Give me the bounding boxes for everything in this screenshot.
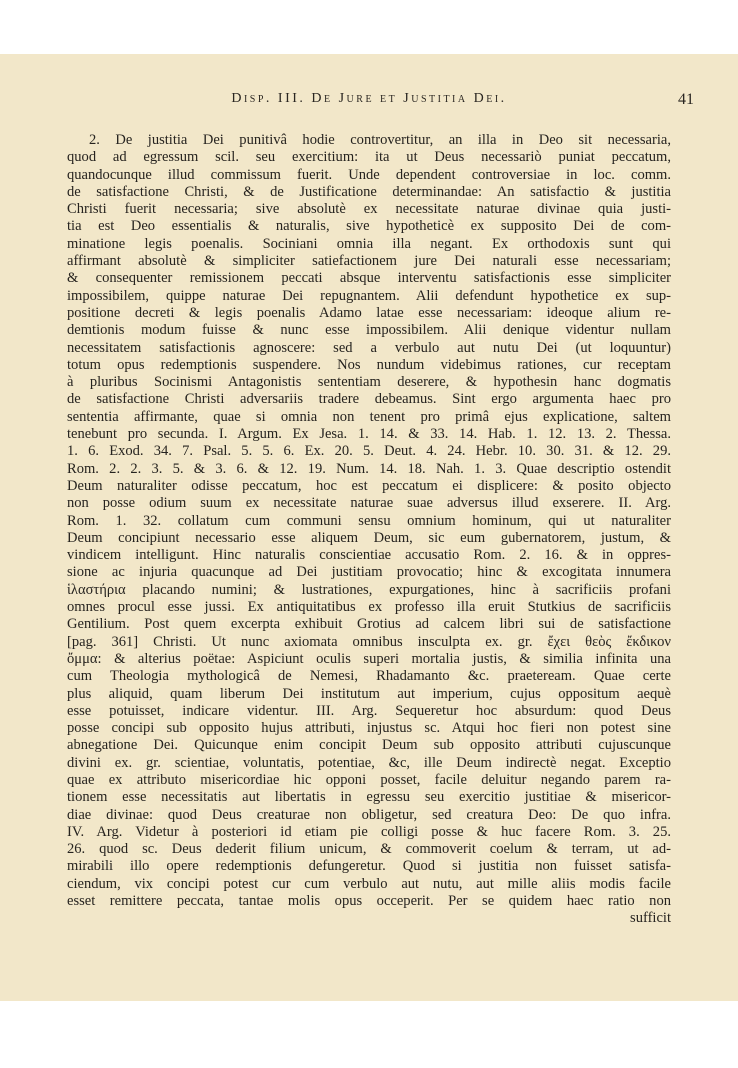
text-line: & consequenter remissionem peccati absque interventu satisfactionis esse simpliciter [67, 270, 671, 287]
text-line: à pluribus Socinismi Antagonistis sententiam deserere, & hypothesin hanc dogmatis [67, 374, 671, 391]
text-line: minatione legis poenalis. Sociniani omnia illa negant. Ex orthodoxis sunt qui [67, 235, 671, 252]
text-line: plus aliquid, quam liberum Dei institutum aut imperium, cujus oppositum aequè [67, 685, 671, 702]
text-line: affirmant absolutè & simpliciter satiefactionem jure Dei naturali esse necessariam; [67, 253, 671, 270]
text-line: de satisfactione Christi, & de Justificatione determinandae: An satisfactio & justitia [67, 183, 671, 200]
text-line: sententia affirmante, quae si omnia non tenent pro primâ ejus explicatione, saltem [67, 408, 671, 425]
text-line: diae divinae: quod Deus creaturae non obligetur, sed creatura Deo: De quo infra. [67, 806, 671, 823]
text-line: 26. quod sc. Deus dederit filium unicum, & commoverit coelum & terram, ut ad- [67, 841, 671, 858]
text-line: totum opus redemptionis suspendere. Nos nundum videbimus rationes, cur receptam [67, 356, 671, 373]
text-line: cum Theologia mythologicâ de Nemesi, Rhadamanto &c. praeteream. Quae certe [67, 668, 671, 685]
text-line: omnes procul esse jussi. Ex antiquitatibus ex professo illa eruit Stutkius de sacrificiis [67, 599, 671, 616]
text-line: impossibilem, quippe naturae Dei repugnantem. Alii defendunt hypothetice ex sup- [67, 287, 671, 304]
text-line: ciendum, vix concipi potest cur cum verbulo aut nutu, aut mille aliis modis facile [67, 875, 671, 892]
book-page [0, 54, 738, 1001]
body-text [67, 132, 671, 928]
text-line: [pag. 361] Christi. Ut nunc axiomata omnibus insculpta ex. gr. ἔχει θεὸς ἔκδικον [67, 633, 671, 650]
text-line: quandocunque illud commissum fuerit. Unde dependent controversiae in loc. comm. [67, 166, 671, 183]
text-line: positione decreti & legis poenalis Adamo latae esse necessariam: ideoque alium re- [67, 304, 671, 321]
text-line: Gentilium. Post quem excerpta exhibuit Grotius ad calcem libri sui de satisfactione [67, 616, 671, 633]
text-line: mirabili illo opere redemptionis defungeretur. Quod si justitia non fuisset satisfa- [67, 858, 671, 875]
text-line: abnegatione Dei. Quicunque enim concipit Deum sub opposito attributi cujuscunque [67, 737, 671, 754]
text-line: 1. 6. Exod. 34. 7. Psal. 5. 5. 6. Ex. 20. 5. Deut. 4. 24. Hebr. 10. 30. 31. & 12. 29. [67, 443, 671, 460]
text-line: esse potuisset, indicare videntur. III. Arg. Sequeretur hoc absurdum: quod Deus [67, 702, 671, 719]
text-line: quod ad egressum scil. seu exercitium: ita ut Deus necessariò puniat peccatum, [67, 149, 671, 166]
text-line: Rom. 2. 2. 3. 5. & 3. 6. & 12. 19. Num. 14. 18. Nah. 1. 3. Quae descriptio ostendit [67, 460, 671, 477]
text-line: quae ex attributo misericordiae hic opponi posset, facile deluitur negando parem ra- [67, 771, 671, 788]
text-line: sufficit [630, 910, 671, 927]
text-line: ὄμμα: & alterius poëtae: Aspiciunt oculis superi mortalia justis, & similia infinita una [67, 650, 671, 667]
text-line: non posse odium suum ex necessitate naturae suae adversus illud exserere. II. Arg. [67, 495, 671, 512]
text-line: tia est Deo essentialis & naturalis, sive hypotheticè ex supposito Dei de com- [67, 218, 671, 235]
text-line: divini ex. gr. scientiae, voluntatis, potentiae, &c, ille Deum indirectè negat. Exceptio [67, 754, 671, 771]
text-line: demtionis modum fuisse & nunc esse impossibilem. Alii denique videntur nullam [67, 322, 671, 339]
text-line: Christi fuerit necessaria; sive absolutè ex necessitate naturae divinae quia justi- [67, 201, 671, 218]
running-head: Disp. III. De Jure et Justitia Dei. [231, 91, 507, 106]
text-line: necessitatem satisfactionis agnoscere: sed a verbulo aut nutu Dei (ut loquuntur) [67, 339, 671, 356]
text-line: IV. Arg. Videtur à posteriori id etiam pie colligi posse & huc facere Rom. 3. 25. [67, 823, 671, 840]
text-line: ἱλαστήρια placando numini; & lustrationes, expurgationes, hinc à sacrificiis profani [67, 581, 671, 598]
text-line: tenebunt pro secunda. I. Argum. Ex Jesa. 1. 14. & 33. 14. Hab. 1. 12. 13. 2. Thessa. [67, 426, 671, 443]
text-line: sione ac injuria quacunque ad Dei justitiam provocatio; hinc & excogitata innumera [67, 564, 671, 581]
text-line: 2. De justitia Dei punitivâ hodie controvertitur, an illa in Deo sit necessaria, [89, 132, 671, 148]
text-line: vindicem intelligunt. Hinc naturalis conscientiae accusatio Rom. 2. 16. & in oppres- [67, 547, 671, 564]
text-line: Rom. 1. 32. collatum cum communi sensu omnium hominum, qui ut naturaliter [67, 512, 671, 529]
page-number: 41 [678, 91, 694, 108]
text-line: Deum naturaliter odisse peccatum, hoc est peccatum ei displicere: & posito objecto [67, 477, 671, 494]
text-line: Deum concipiunt necessario esse aliquem Deum, sic eum gubernatorem, justum, & [67, 529, 671, 546]
text-line: de satisfactione Christi adversariis tradere debeamus. Sint ergo argumenta haec pro [67, 391, 671, 408]
text-line: tionem esse necessitatis aut libertatis in egressu seu exercitio justitiae & misericor- [67, 789, 671, 806]
page-header [40, 91, 698, 111]
text-line: esset remittere peccata, tantae molis opus occeperit. Per se quidem haec ratio non [67, 893, 671, 910]
text-line: posse concipi sub opposito hujus attributi, injustus sc. Atqui hoc fieri non potest sine [67, 720, 671, 737]
